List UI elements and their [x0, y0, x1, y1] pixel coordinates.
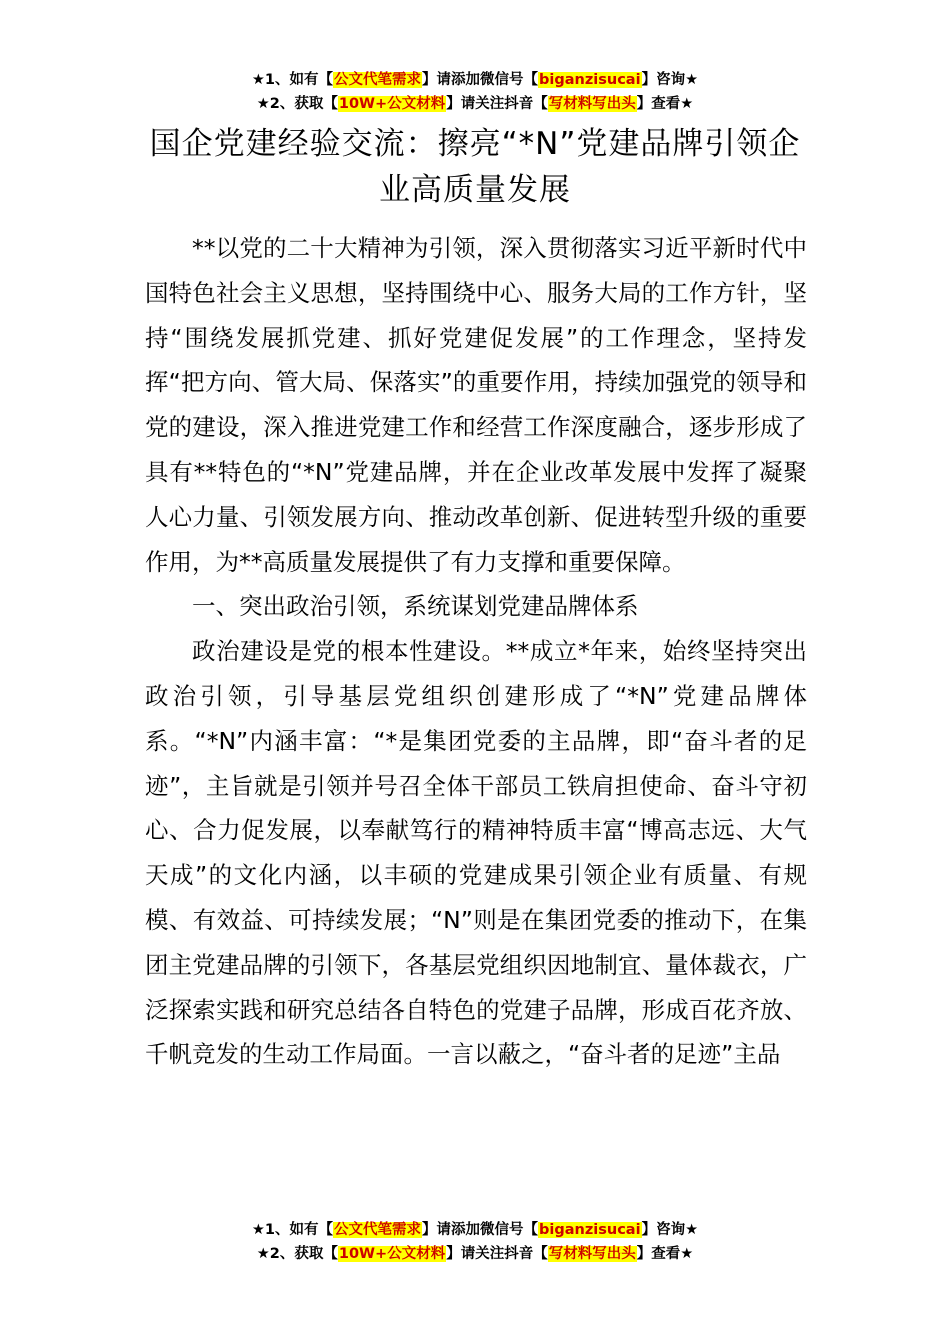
footer-banner-line-1: ★1、如有【公文代笔需求】请添加微信号【biganzisucai】咨询★	[251, 1222, 699, 1238]
paragraph-section-1: 政治建设是党的根本性建设。**成立*年来，始终坚持突出政治引领，引导基层党组织创建形成了“*N”党建品牌体系。“*N”内涵丰富：“*是集团党委的主品牌，即“奋斗者的足迹”，主旨就是引领并号召全体干部员工铁肩担使命、奋斗守初心、合力促发展，以奉献笃行的精神特质丰富“博高志远、大气天成”的文化内涵，以丰硕的党建成果引领企业有质量、有规模、有效益、可持续发展；“N”则是在集团党委的推动下，在集团主党建品牌的引领下，各基层党组织因地制宜、量体裁衣，广泛探索实践和研究总结各自特色的党建子品牌，形成百花齐放、千帆竞发的生动工作局面。一言以蔽之，“奋斗者的足迹”主品	[145, 637, 807, 1069]
banner-line-2: ★2、获取【10W+公文材料】请关注抖音【写材料写出头】查看★	[256, 96, 694, 112]
banner-highlight-materials: 10W+公文材料	[338, 96, 446, 112]
document-body	[145, 226, 807, 1077]
banner-highlight-douyin: 写材料写出头	[548, 96, 636, 112]
footer-highlight-douyin: 写材料写出头	[548, 1246, 636, 1262]
section-heading-1: 一、突出政治引领，系统谋划党建品牌体系	[192, 592, 639, 621]
banner-highlight-service: 公文代笔需求	[334, 72, 422, 88]
footer-banner	[0, 1218, 950, 1266]
banner-highlight-wechat-id: biganzisucai	[539, 72, 641, 88]
footer-banner-line-2: ★2、获取【10W+公文材料】请关注抖音【写材料写出头】查看★	[256, 1246, 694, 1262]
paragraph-intro: **以党的二十大精神为引领，深入贯彻落实习近平新时代中国特色社会主义思想，坚持围绕中心、服务大局的工作方针，坚持“围绕发展抓党建、抓好党建促发展”的工作理念，坚持发挥“把方向、管大局、保落实”的重要作用，持续加强党的领导和党的建设，深入推进党建工作和经营工作深度融合，逐步形成了具有**特色的“*N”党建品牌，并在企业改革发展中发挥了凝聚人心力量、引领发展方向、推动改革创新、促进转型升级的重要作用，为**高质量发展提供了有力支撑和重要保障。	[145, 234, 807, 576]
document-title: 国企党建经验交流：擦亮“*N”党建品牌引领企业高质量发展	[149, 126, 801, 208]
header-banner	[0, 68, 950, 116]
footer-highlight-service: 公文代笔需求	[334, 1222, 422, 1238]
banner-line-1: ★1、如有【公文代笔需求】请添加微信号【biganzisucai】咨询★	[251, 72, 699, 88]
footer-highlight-materials: 10W+公文材料	[338, 1246, 446, 1262]
footer-highlight-wechat-id: biganzisucai	[539, 1222, 641, 1238]
